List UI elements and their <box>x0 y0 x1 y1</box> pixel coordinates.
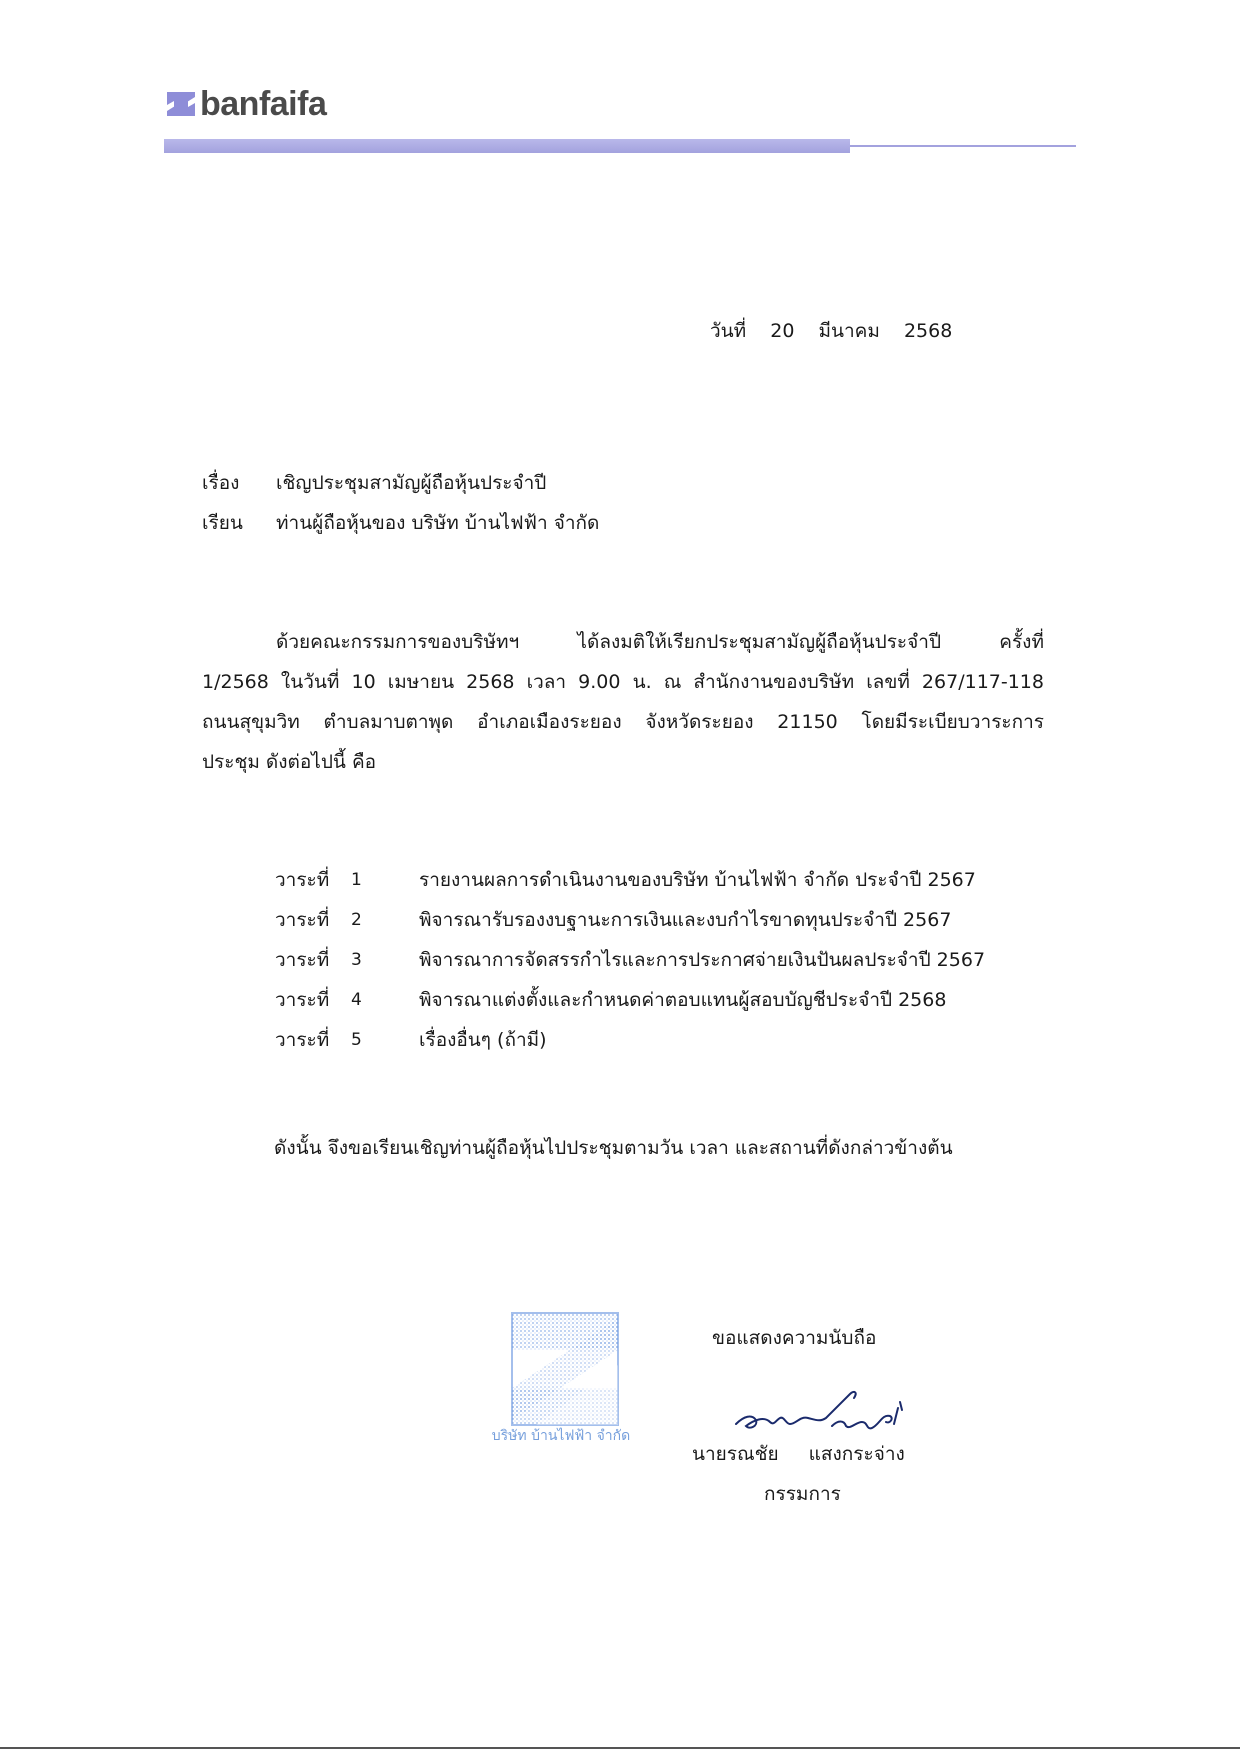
body-paragraph <box>202 622 1044 782</box>
letterhead-band <box>164 139 850 153</box>
handwritten-signature <box>730 1380 910 1438</box>
letter-date <box>710 318 952 344</box>
agenda-item <box>275 1020 1075 1060</box>
agenda-label: วาระที่ <box>275 1029 330 1051</box>
date-prefix: วันที่ <box>710 320 747 342</box>
agenda-number: 4 <box>351 990 362 1010</box>
agenda-item <box>275 980 1075 1020</box>
company-wordmark: banfaifa <box>200 85 327 123</box>
company-seal-icon <box>476 1310 646 1440</box>
agenda-list <box>275 860 1075 1060</box>
date-month: มีนาคม <box>818 320 880 342</box>
body-line: ถนนสุขุมวิท ตำบลมาบตาพุด อำเภอเมืองระยอง จังหวัดระยอง 21150 โดยมีระเบียบวาระการ <box>202 711 1044 733</box>
agenda-number: 3 <box>351 950 362 970</box>
letterhead-line <box>850 145 1076 147</box>
seal-company-name: บริษัท บ้านไฟฟ้า จำกัด <box>491 1428 631 1444</box>
signer-position: กรรมการ <box>764 1483 841 1505</box>
bottom-edge-line <box>0 1747 1240 1749</box>
agenda-item <box>275 860 1075 900</box>
agenda-number: 5 <box>351 1030 362 1050</box>
agenda-text: พิจารณารับรองงบฐานะการเงินและงบกำไรขาดทุนประจำปี 2567 <box>419 909 952 931</box>
agenda-text: รายงานผลการดำเนินงานของบริษัท บ้านไฟฟ้า จำกัด ประจำปี 2567 <box>419 869 976 891</box>
subject-label: เรื่อง <box>202 472 240 494</box>
signer-first-name: นายรณชัย <box>692 1443 779 1465</box>
recipient-label: เรียน <box>202 512 243 534</box>
agenda-text: พิจารณาแต่งตั้งและกำหนดค่าตอบแทนผู้สอบบัญชีประจำปี 2568 <box>419 989 947 1011</box>
agenda-number: 2 <box>351 910 362 930</box>
signer-name <box>692 1441 905 1467</box>
agenda-label: วาระที่ <box>275 989 330 1011</box>
agenda-label: วาระที่ <box>275 869 330 891</box>
agenda-text: เรื่องอื่นๆ (ถ้ามี) <box>419 1029 547 1051</box>
agenda-item <box>275 940 1075 980</box>
recipient-text: ท่านผู้ถือหุ้นของ บริษัท บ้านไฟฟ้า จำกัด <box>276 512 600 534</box>
body-line: ประชุม ดังต่อไปนี้ คือ <box>202 751 377 773</box>
lightning-z-icon <box>166 89 196 119</box>
closing-sentence: ดังนั้น จึงขอเรียนเชิญท่านผู้ถือหุ้นไปประชุมตามวัน เวลา และสถานที่ดังกล่าวข้างต้น <box>274 1137 953 1159</box>
regards-text: ขอแสดงความนับถือ <box>712 1327 877 1349</box>
signer-last-name: แสงกระจ่าง <box>808 1443 905 1465</box>
subject-text: เชิญประชุมสามัญผู้ถือหุ้นประจำปี <box>276 472 547 494</box>
agenda-text: พิจารณาการจัดสรรกำไรและการประกาศจ่ายเงินปันผลประจำปี 2567 <box>419 949 986 971</box>
agenda-label: วาระที่ <box>275 949 330 971</box>
date-year: 2568 <box>903 320 953 342</box>
date-day: 20 <box>770 320 795 342</box>
body-line: ด้วยคณะกรรมการของบริษัทฯ ได้ลงมติให้เรียกประชุมสามัญผู้ถือหุ้นประจำปี ครั้งที่ <box>276 631 1044 653</box>
agenda-number: 1 <box>351 870 362 890</box>
company-logo <box>166 86 326 122</box>
body-line: 1/2568 ในวันที่ 10 เมษายน 2568 เวลา 9.00 น. ณ สำนักงานของบริษัท เลขที่ 267/117-118 <box>202 671 1044 693</box>
agenda-label: วาระที่ <box>275 909 330 931</box>
agenda-item <box>275 900 1075 940</box>
